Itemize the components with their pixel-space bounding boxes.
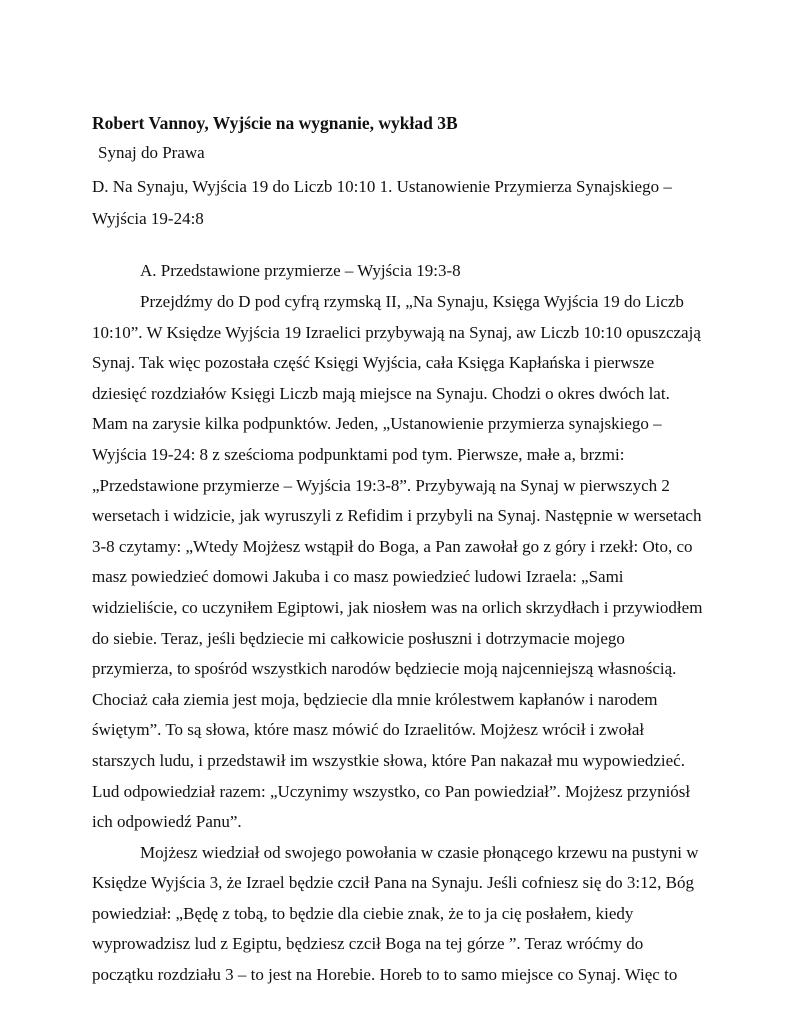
document-title: Robert Vannoy, Wyjście na wygnanie, wykład 3B [92, 113, 458, 133]
paragraph-line: widzieliście, co uczyniłem Egiptowi, jak niosłem was na orlich skrzydłach i przywiodłem [92, 597, 703, 617]
document-subtitle: Synaj do Prawa [98, 143, 205, 162]
paragraph-line: Mam na zarysie kilka podpunktów. Jeden, „Ustanowienie przymierza synajskiego – [92, 414, 662, 434]
paragraph-line: powiedział: „Będę z tobą, to będzie dla ciebie znak, że to ja cię posłałem, kiedy [92, 903, 634, 923]
body-text [92, 287, 707, 991]
paragraph-line: początku rozdziału 3 – to jest na Horebie. Horeb to to samo miejsce co Synaj. Więc to [92, 965, 678, 985]
paragraph-2 [92, 838, 707, 991]
paragraph-line: Księdze Wyjścia 3, że Izrael będzie czcił Pana na Synaju. Jeśli cofniesz się do 3:12, Bóg [92, 873, 694, 893]
paragraph-line: Lud odpowiedział razem: „Uczynimy wszystko, co Pan powiedział”. Mojżesz przyniósł [92, 781, 691, 801]
paragraph-line: „Przedstawione przymierze – Wyjścia 19:3-8”. Przybywają na Synaj w pierwszych 2 [92, 475, 670, 495]
paragraph-line: przymierza, to spośród wszystkich narodów będziecie moją najcenniejszą własnością. [92, 659, 677, 679]
section-heading [92, 171, 707, 235]
paragraph-line: Chociaż cała ziemia jest moja, będziecie dla mnie królestwem kapłanów i narodem [92, 689, 658, 709]
paragraph-line: masz powiedzieć domowi Jakuba i co masz powiedzieć ludowi Izraela: „Sami [92, 567, 624, 587]
document-content [92, 111, 707, 991]
paragraph-line: Przejdźmy do D pod cyfrą rzymską II, „Na Synaju, Księga Wyjścia 19 do Liczb [140, 292, 684, 311]
section-heading-line: Wyjścia 19-24:8 [92, 209, 204, 228]
subsection-heading: A. Przedstawione przymierze – Wyjścia 19:3-8 [140, 261, 461, 280]
paragraph-line: 3-8 czytamy: „Wtedy Mojżesz wstąpił do Boga, a Pan zawołał go z góry i rzekł: Oto, co [92, 536, 693, 556]
paragraph-line: ich odpowiedź Panu”. [92, 812, 242, 832]
paragraph-line: dziesięć rozdziałów Księgi Liczb mają miejsce na Synaju. Chodzi o okres dwóch lat. [92, 383, 670, 403]
paragraph-line: Wyjścia 19-24: 8 z sześcioma podpunktami pod tym. Pierwsze, małe a, brzmi: [92, 444, 625, 464]
paragraph-line: wersetach i widzicie, jak wyruszyli z Refidim i przybyli na Synaj. Następnie w wersetach [92, 506, 702, 526]
spacer [92, 235, 707, 255]
paragraph-line: wyprowadzisz lud z Egiptu, będziesz czcił Boga na tej górze ”. Teraz wróćmy do [92, 934, 644, 954]
paragraph-line: 10:10”. W Księdze Wyjścia 19 Izraelici przybywają na Synaj, aw Liczb 10:10 opuszczają [92, 322, 701, 342]
paragraph-line: do siebie. Teraz, jeśli będziecie mi całkowicie posłuszni i dotrzymacie mojego [92, 628, 625, 648]
paragraph-line: Synaj. Tak więc pozostała część Księgi Wyjścia, cała Księga Kapłańska i pierwsze [92, 353, 655, 373]
paragraph-line: starszych ludu, i przedstawił im wszystkie słowa, które Pan nakazał mu wypowiedzieć. [92, 750, 685, 770]
paragraph-1 [92, 287, 707, 838]
section-heading-line: D. Na Synaju, Wyjścia 19 do Liczb 10:10 1. Ustanowienie Przymierza Synajskiego – [92, 177, 672, 196]
paragraph-line: Mojżesz wiedział od swojego powołania w czasie płonącego krzewu na pustyni w [140, 842, 699, 862]
paragraph-line: świętym”. To są słowa, które masz mówić do Izraelitów. Mojżesz wrócił i zwołał [92, 720, 645, 740]
